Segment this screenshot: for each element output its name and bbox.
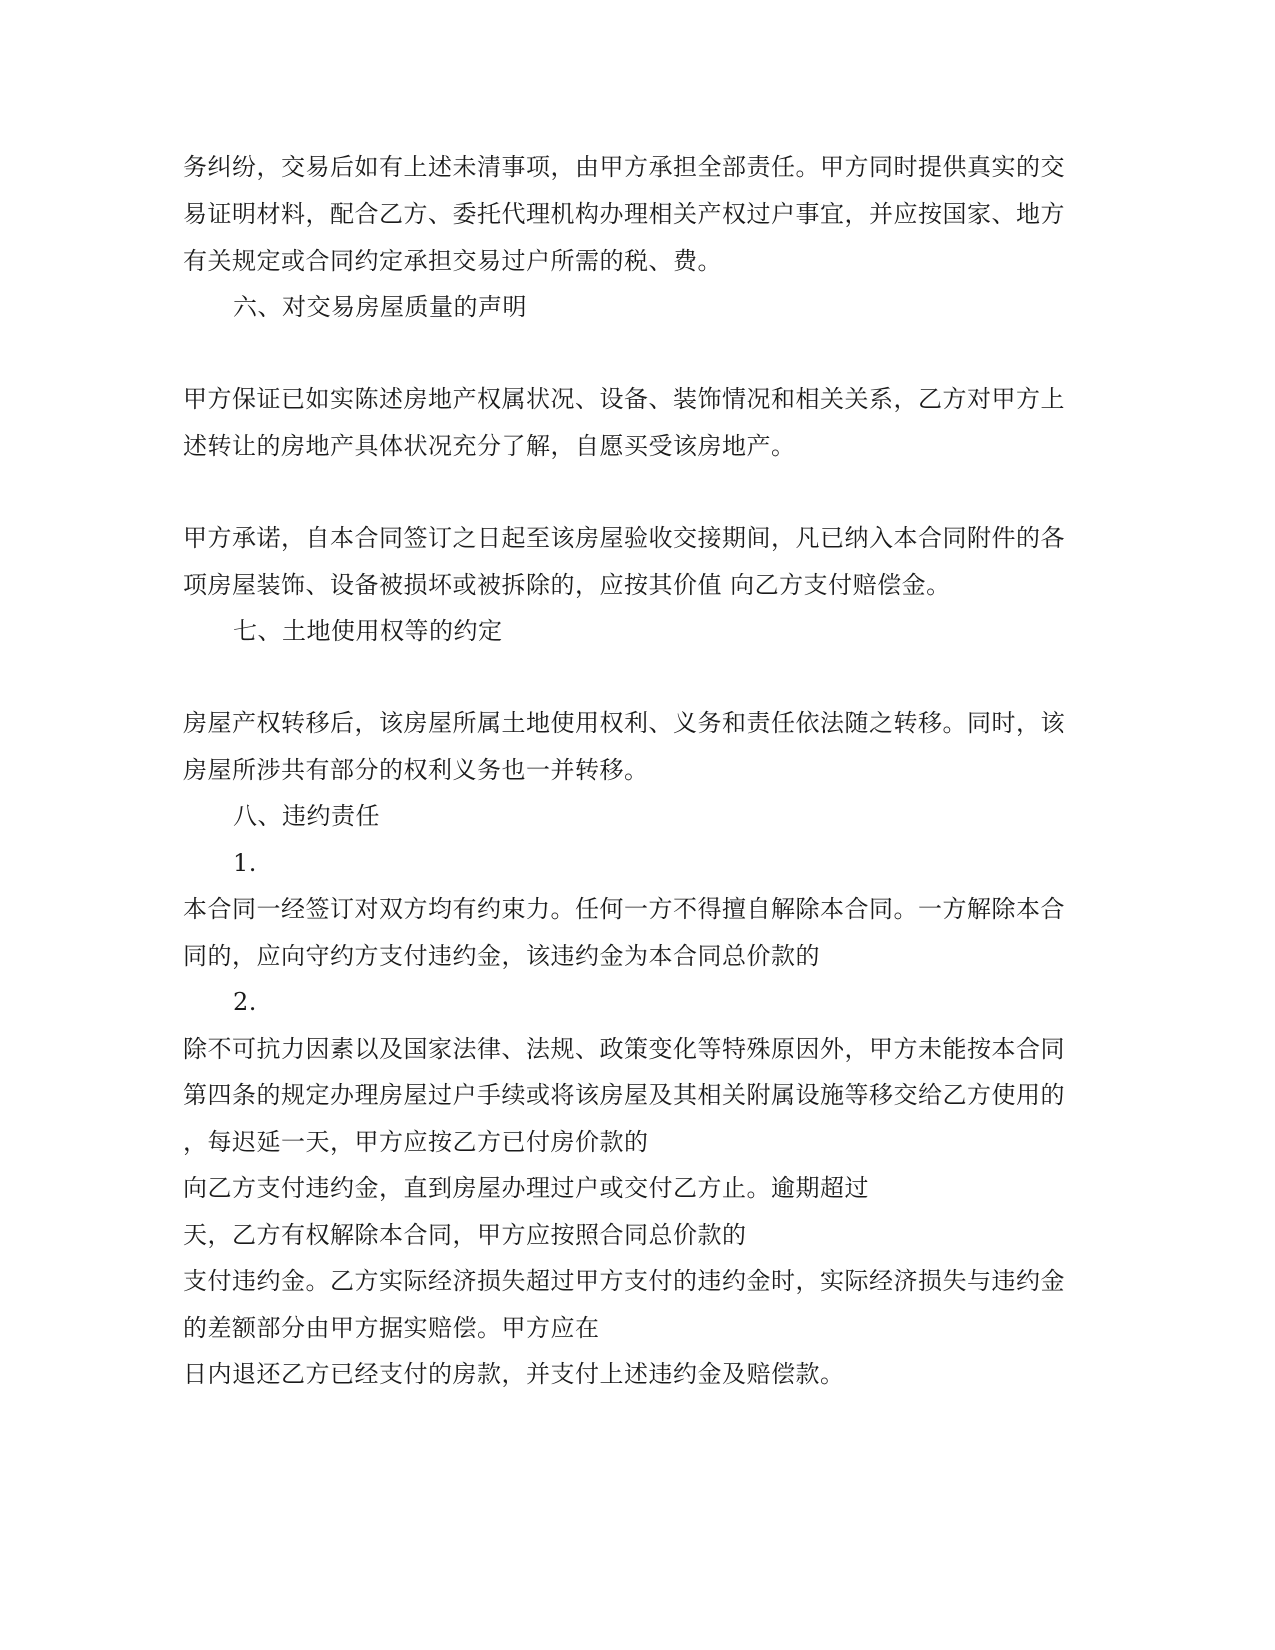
section-heading-6: 六、对交易房屋质量的声明 <box>233 293 527 321</box>
body-text-line: 房屋所涉共有部分的权利义务也一并转移。 <box>183 756 649 784</box>
body-text-line: 项房屋装饰、设备被损坏或被拆除的，应按其价值 向乙方支付赔偿金。 <box>183 571 951 599</box>
body-text-line: 除不可抗力因素以及国家法律、法规、政策变化等特殊原因外，甲方未能按本合同 <box>183 1035 1065 1063</box>
body-text-line: 向乙方支付违约金，直到房屋办理过户或交付乙方止。逾期超过 <box>183 1174 869 1202</box>
body-text-line: 同的，应向守约方支付违约金，该违约金为本合同总价款的 <box>183 942 820 970</box>
body-text-line: 日内退还乙方已经支付的房款，并支付上述违约金及赔偿款。 <box>183 1360 845 1388</box>
clause-number: 1. <box>233 849 257 877</box>
section-heading-7: 七、土地使用权等的约定 <box>233 617 503 645</box>
body-text-line: 述转让的房地产具体状况充分了解，自愿买受该房地产。 <box>183 432 796 460</box>
body-text-line: 务纠纷，交易后如有上述未清事项，由甲方承担全部责任。甲方同时提供真实的交 <box>183 153 1065 181</box>
body-text-line: 房屋产权转移后，该房屋所属土地使用权利、义务和责任依法随之转移。同时，该 <box>183 709 1065 737</box>
body-text-line: ，每迟延一天，甲方应按乙方已付房价款的 <box>183 1128 649 1156</box>
body-text-line: 天，乙方有权解除本合同，甲方应按照合同总价款的 <box>183 1221 747 1249</box>
body-text-line: 甲方承诺，自本合同签订之日起至该房屋验收交接期间，凡已纳入本合同附件的各 <box>183 524 1065 552</box>
section-heading-8: 八、违约责任 <box>233 802 380 830</box>
body-text-line: 甲方保证已如实陈述房地产权属状况、设备、装饰情况和相关关系，乙方对甲方上 <box>183 385 1065 413</box>
clause-number: 2. <box>233 988 257 1016</box>
body-text-line: 易证明材料，配合乙方、委托代理机构办理相关产权过户事宜，并应按国家、地方 <box>183 200 1065 228</box>
body-text-line: 有关规定或合同约定承担交易过户所需的税、费。 <box>183 247 722 275</box>
body-text-line: 支付违约金。乙方实际经济损失超过甲方支付的违约金时，实际经济损失与违约金 <box>183 1267 1065 1295</box>
body-text-line: 第四条的规定办理房屋过户手续或将该房屋及其相关附属设施等移交给乙方使用的 <box>183 1081 1065 1109</box>
body-text-line: 的差额部分由甲方据实赔偿。甲方应在 <box>183 1314 600 1342</box>
body-text-line: 本合同一经签订对双方均有约束力。任何一方不得擅自解除本合同。一方解除本合 <box>183 895 1065 923</box>
